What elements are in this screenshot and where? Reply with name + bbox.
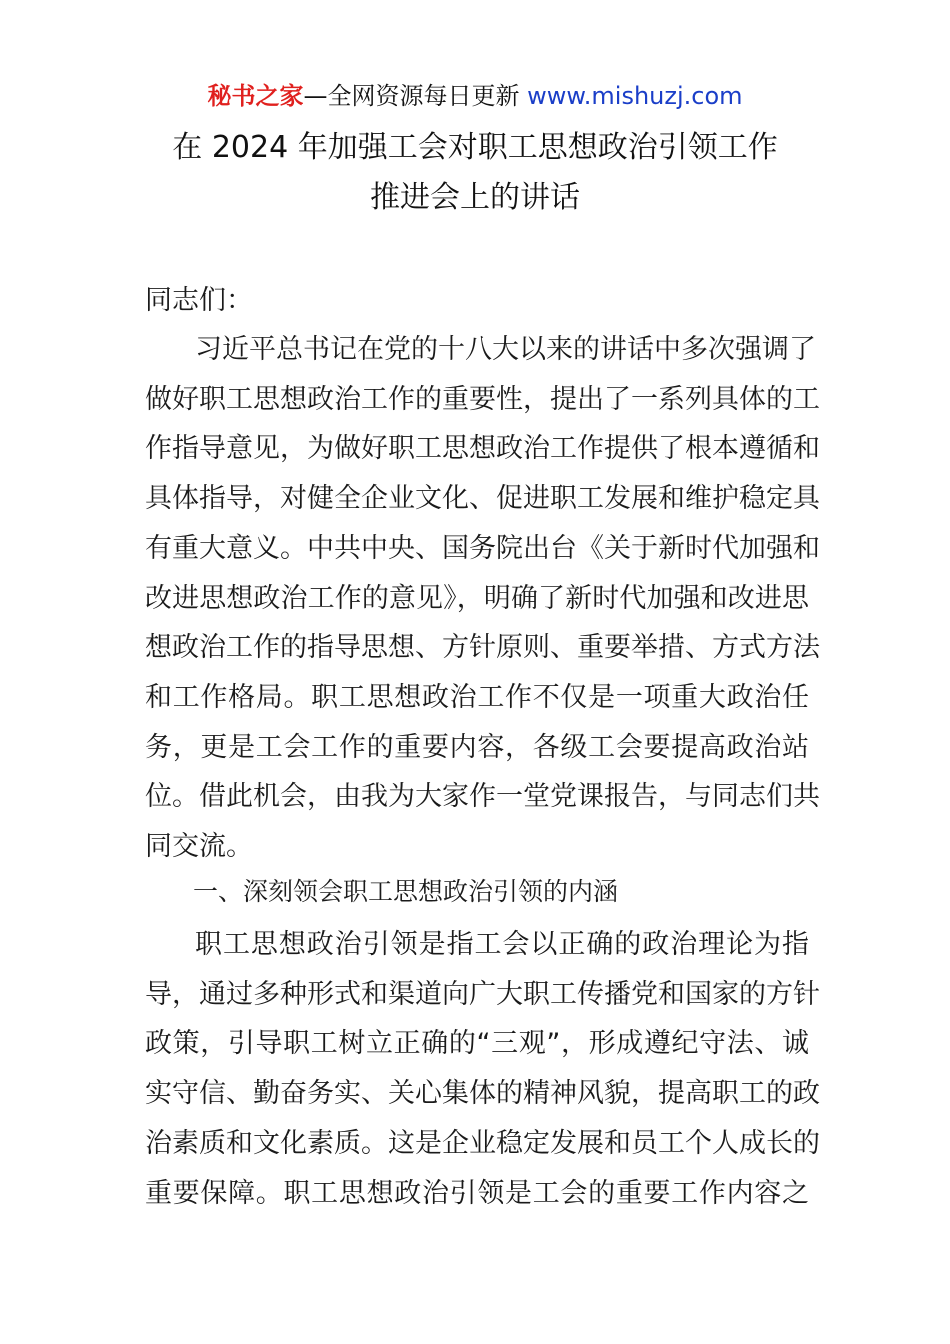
- paragraph-line: 习近平总书记在党的十八大以来的讲话中多次强调了: [195, 334, 816, 365]
- paragraph-line: 改进思想政治工作的意见》，明确了新时代加强和改进思: [145, 582, 809, 614]
- document-title-line-2: 推进会上的讲话: [370, 180, 580, 215]
- site-header: [0, 80, 950, 112]
- paragraph-1: [145, 325, 820, 872]
- paragraph-line: 同交流。: [145, 831, 253, 863]
- paragraph-line: 和工作格局。职工思想政治工作不仅是一项重大政治任: [145, 681, 809, 713]
- site-url-link[interactable]: www.mishuzj.com: [527, 82, 743, 110]
- document-title-line-1: 在 2024 年加强工会对职工思想政治引领工作: [172, 130, 778, 165]
- paragraph-line: 做好职工思想政治工作的重要性，提出了一系列具体的工: [145, 383, 820, 415]
- paragraph-2: [145, 920, 820, 1218]
- paragraph-line: 治素质和文化素质。这是企业稳定发展和员工个人成长的: [145, 1127, 820, 1159]
- paragraph-line: 作指导意见，为做好职工思想政治工作提供了根本遵循和: [145, 433, 820, 465]
- brand-name: 秘书之家: [207, 82, 304, 110]
- paragraph-line: 位。借此机会，由我为大家作一堂党课报告，与同志们共: [145, 781, 820, 813]
- salutation: 同志们：: [145, 285, 253, 316]
- section-heading: 一、深刻领会职工思想政治引领的内涵: [193, 877, 619, 906]
- paragraph-line: 想政治工作的指导思想、方针原则、重要举措、方式方法: [145, 632, 820, 664]
- paragraph-line: 重要保障。职工思想政治引领是工会的重要工作内容之: [145, 1177, 809, 1209]
- paragraph-line: 务，更是工会工作的重要内容，各级工会要提高政治站: [145, 731, 809, 763]
- header-tagline: —全网资源每日更新: [303, 82, 528, 110]
- paragraph-line: 导，通过多种形式和渠道向广大职工传播党和国家的方针: [145, 978, 820, 1010]
- paragraph-line: 实守信、勤奋务实、关心集体的精神风貌，提高职工的政: [145, 1078, 820, 1110]
- paragraph-line: 职工思想政治引领是指工会以正确的政治理论为指: [195, 929, 809, 960]
- paragraph-line: 有重大意义。中共中央、国务院出台《关于新时代加强和: [145, 532, 820, 564]
- paragraph-line: 具体指导，对健全企业文化、促进职工发展和维护稳定具: [145, 483, 820, 515]
- paragraph-line: 政策，引导职工树立正确的“三观”，形成遵纪守法、诚: [145, 1028, 809, 1060]
